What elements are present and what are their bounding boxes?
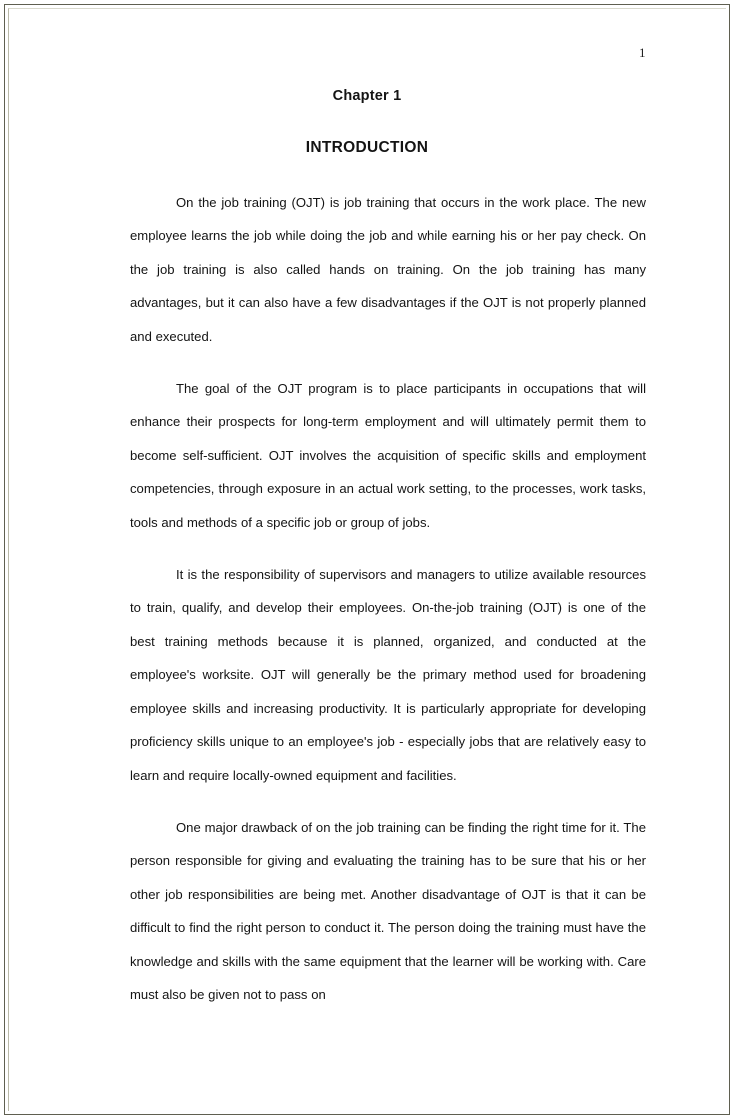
- body-paragraph-4: One major drawback of on the job training can be finding the right time for it. The person responsible for giving and evaluating the training has to be sure that his or her other job responsibilities are being met. Another disadvantage of OJT is that it can be difficult to find the right person to conduct it. The person doing the training must have the knowledge and skills with the same equipment that the learner will be working with. Care must also be given not to pass on: [130, 819, 646, 1002]
- section-heading: INTRODUCTION: [305, 139, 429, 156]
- page-number: 1: [639, 45, 646, 60]
- body-paragraph-2: The goal of the OJT program is to place participants in occupations that will enhance their prospects for long-term employment and will ultimately permit them to become self-sufficient. OJT involves the acquisition of specific skills and employment competencies, through exposure in an actual work setting, to the processes, work tasks, tools and methods of a specific job or group of jobs.: [130, 381, 646, 530]
- chapter-heading: Chapter 1: [332, 88, 402, 104]
- body-text-block: [130, 186, 646, 1011]
- body-paragraph-1: On the job training (OJT) is job training that occurs in the work place. The new employee learns the job while doing the job and while earning his or her pay check. On the job training is also called hands on training. On the job training has many advantages, but it can also have a few disadvantages if the OJT is not properly planned and executed.: [130, 195, 646, 344]
- body-paragraph-3: It is the responsibility of supervisors and managers to utilize available resources to train, qualify, and develop their employees. On-the-job training (OJT) is one of the best training methods because it is planned, organized, and conducted at the employee's worksite. OJT will generally be the primary method used for broadening employee skills and increasing productivity. It is particularly appropriate for developing proficiency skills unique to an employee's job - especially jobs that are relatively easy to learn and require locally-owned equipment and facilities.: [130, 567, 646, 783]
